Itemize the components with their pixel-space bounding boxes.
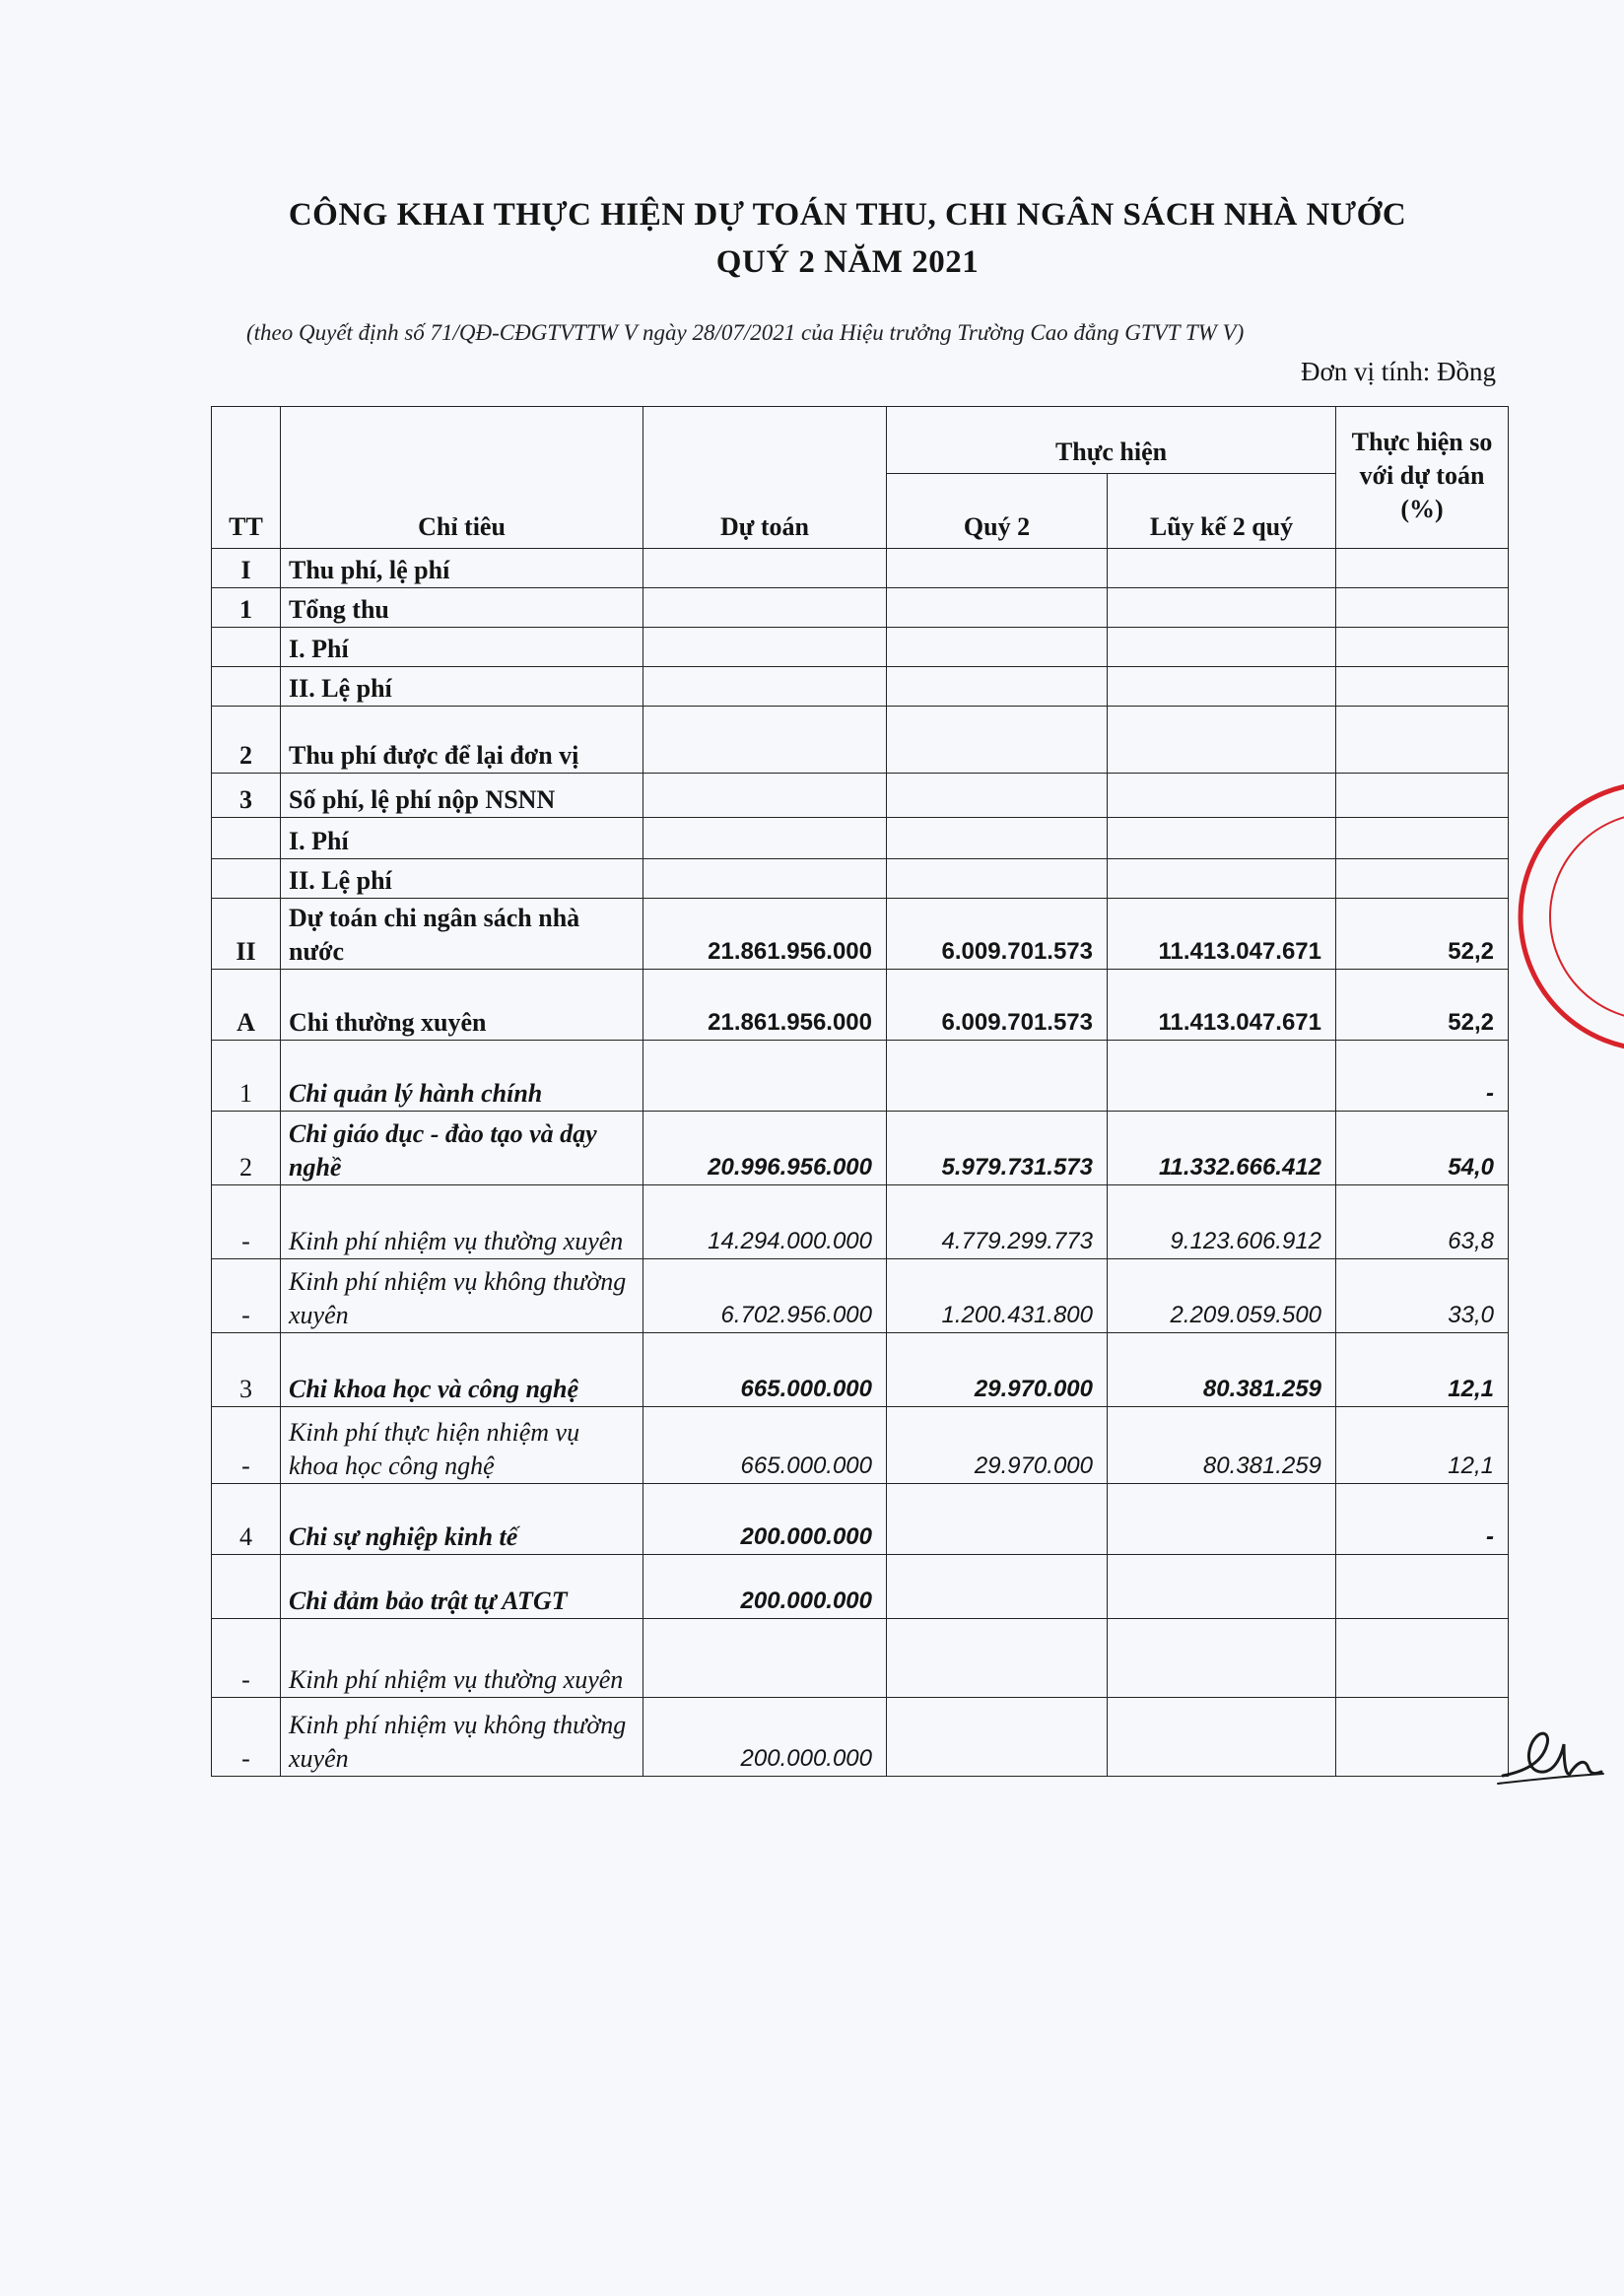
row-du-toan: 665.000.000 [643, 1407, 887, 1484]
table-row [212, 1185, 1509, 1259]
row-tt: 4 [212, 1484, 281, 1555]
row-label: Kinh phí nhiệm vụ thường xuyên [281, 1185, 643, 1259]
row-quy2 [887, 1484, 1108, 1555]
row-quy2 [887, 588, 1108, 628]
row-quy2 [887, 1619, 1108, 1698]
row-quy2: 4.779.299.773 [887, 1185, 1108, 1259]
row-tt: 3 [212, 1333, 281, 1407]
row-ty-le: 52,2 [1336, 970, 1509, 1041]
row-du-toan [643, 818, 887, 859]
row-luy-ke [1108, 818, 1336, 859]
row-quy2: 6.009.701.573 [887, 970, 1108, 1041]
row-luy-ke [1108, 774, 1336, 818]
row-label: Chi quản lý hành chính [281, 1041, 643, 1112]
table-row [212, 1333, 1509, 1407]
table-row [212, 1698, 1509, 1777]
row-label: Chi khoa học và công nghệ [281, 1333, 643, 1407]
row-label: I. Phí [281, 628, 643, 667]
row-luy-ke [1108, 707, 1336, 774]
table-row [212, 707, 1509, 774]
decision-reference: (theo Quyết định số 71/QĐ-CĐGTVTTW V ngày 28/07/2021 của Hiệu trưởng Trường Cao đẳng GTVT TW V) [246, 320, 1245, 345]
header-thuc-hien: Thực hiện [887, 407, 1336, 474]
row-tt: I [212, 549, 281, 588]
table-row [212, 899, 1509, 970]
row-label: Kinh phí nhiệm vụ không thường xuyên [281, 1259, 643, 1333]
budget-table [211, 406, 1509, 1777]
row-label: Kinh phí nhiệm vụ không thường xuyên [281, 1698, 643, 1777]
row-quy2 [887, 549, 1108, 588]
row-ty-le: 63,8 [1336, 1185, 1509, 1259]
row-quy2: 6.009.701.573 [887, 899, 1108, 970]
row-luy-ke [1108, 1484, 1336, 1555]
row-label: I. Phí [281, 818, 643, 859]
row-ty-le: 54,0 [1336, 1112, 1509, 1185]
row-label: Thu phí được để lại đơn vị [281, 707, 643, 774]
row-label: Dự toán chi ngân sách nhà nước [281, 899, 643, 970]
row-du-toan: 6.702.956.000 [643, 1259, 887, 1333]
row-quy2 [887, 707, 1108, 774]
row-tt: 2 [212, 1112, 281, 1185]
row-du-toan [643, 549, 887, 588]
table-row [212, 774, 1509, 818]
table-row [212, 1112, 1509, 1185]
unit-label: Đơn vị tính: Đồng [1300, 357, 1496, 386]
table-body [212, 549, 1509, 1777]
row-tt: - [212, 1407, 281, 1484]
row-ty-le [1336, 588, 1509, 628]
row-luy-ke: 9.123.606.912 [1108, 1185, 1336, 1259]
row-tt [212, 1555, 281, 1619]
row-label: Chi giáo dục - đào tạo và dạy nghề [281, 1112, 643, 1185]
header-du-toan: Dự toán [643, 407, 887, 549]
table-row [212, 667, 1509, 707]
header-chi-tieu: Chỉ tiêu [281, 407, 643, 549]
row-luy-ke: 11.413.047.671 [1108, 899, 1336, 970]
row-tt: 3 [212, 774, 281, 818]
row-du-toan: 14.294.000.000 [643, 1185, 887, 1259]
row-luy-ke [1108, 588, 1336, 628]
row-du-toan: 200.000.000 [643, 1698, 887, 1777]
table-row [212, 970, 1509, 1041]
row-ty-le: 12,1 [1336, 1407, 1509, 1484]
row-luy-ke [1108, 859, 1336, 899]
official-seal-icon [1506, 774, 1624, 1059]
row-ty-le [1336, 818, 1509, 859]
row-quy2 [887, 1555, 1108, 1619]
row-ty-le [1336, 667, 1509, 707]
row-quy2: 29.970.000 [887, 1407, 1108, 1484]
signature-icon [1493, 1715, 1611, 1793]
row-label: Thu phí, lệ phí [281, 549, 643, 588]
row-tt: - [212, 1619, 281, 1698]
row-du-toan [643, 667, 887, 707]
table-row [212, 1407, 1509, 1484]
row-luy-ke [1108, 667, 1336, 707]
row-luy-ke: 80.381.259 [1108, 1333, 1336, 1407]
row-du-toan [643, 774, 887, 818]
row-luy-ke: 2.209.059.500 [1108, 1259, 1336, 1333]
header-tt: TT [212, 407, 281, 549]
row-label: Chi thường xuyên [281, 970, 643, 1041]
row-tt [212, 667, 281, 707]
row-label: II. Lệ phí [281, 667, 643, 707]
table-row [212, 628, 1509, 667]
row-ty-le: 33,0 [1336, 1259, 1509, 1333]
row-luy-ke [1108, 628, 1336, 667]
table-row [212, 549, 1509, 588]
row-du-toan: 200.000.000 [643, 1484, 887, 1555]
row-ty-le: - [1336, 1484, 1509, 1555]
row-quy2: 5.979.731.573 [887, 1112, 1108, 1185]
row-tt: - [212, 1698, 281, 1777]
row-du-toan: 665.000.000 [643, 1333, 887, 1407]
row-quy2 [887, 859, 1108, 899]
row-label: Tổng thu [281, 588, 643, 628]
row-du-toan [643, 707, 887, 774]
row-quy2 [887, 1698, 1108, 1777]
table-row [212, 1619, 1509, 1698]
row-tt: 2 [212, 707, 281, 774]
row-du-toan: 20.996.956.000 [643, 1112, 887, 1185]
table-row [212, 588, 1509, 628]
row-ty-le: 52,2 [1336, 899, 1509, 970]
table-row [212, 1484, 1509, 1555]
row-ty-le: 12,1 [1336, 1333, 1509, 1407]
row-tt: 1 [212, 1041, 281, 1112]
row-du-toan: 21.861.956.000 [643, 899, 887, 970]
row-quy2: 1.200.431.800 [887, 1259, 1108, 1333]
row-tt: A [212, 970, 281, 1041]
table-row [212, 1041, 1509, 1112]
document-subtitle-period: QUÝ 2 NĂM 2021 [715, 244, 980, 280]
row-quy2 [887, 774, 1108, 818]
row-luy-ke [1108, 1619, 1336, 1698]
row-luy-ke [1108, 1041, 1336, 1112]
row-ty-le [1336, 628, 1509, 667]
row-du-toan [643, 628, 887, 667]
header-luy-ke: Lũy kế 2 quý [1108, 474, 1336, 549]
row-ty-le [1336, 1698, 1509, 1777]
row-tt [212, 818, 281, 859]
row-tt: - [212, 1259, 281, 1333]
row-tt: - [212, 1185, 281, 1259]
row-ty-le [1336, 1555, 1509, 1619]
row-label: Kinh phí thực hiện nhiệm vụ khoa học công nghệ [281, 1407, 643, 1484]
table-row [212, 859, 1509, 899]
row-du-toan [643, 1619, 887, 1698]
row-label: Kinh phí nhiệm vụ thường xuyên [281, 1619, 643, 1698]
row-luy-ke: 11.332.666.412 [1108, 1112, 1336, 1185]
row-du-toan: 21.861.956.000 [643, 970, 887, 1041]
row-luy-ke: 11.413.047.671 [1108, 970, 1336, 1041]
row-label: Chi sự nghiệp kinh tế [281, 1484, 643, 1555]
row-quy2 [887, 628, 1108, 667]
row-ty-le [1336, 549, 1509, 588]
row-luy-ke [1108, 549, 1336, 588]
row-tt [212, 859, 281, 899]
row-du-toan: 200.000.000 [643, 1555, 887, 1619]
row-ty-le [1336, 1619, 1509, 1698]
row-label: II. Lệ phí [281, 859, 643, 899]
row-quy2 [887, 1041, 1108, 1112]
row-label: Số phí, lệ phí nộp NSNN [281, 774, 643, 818]
row-du-toan [643, 859, 887, 899]
row-quy2: 29.970.000 [887, 1333, 1108, 1407]
table-row [212, 1259, 1509, 1333]
row-du-toan [643, 1041, 887, 1112]
row-du-toan [643, 588, 887, 628]
row-quy2 [887, 818, 1108, 859]
header-ty-le: Thực hiện so với dự toán (%) [1336, 407, 1509, 549]
table-row [212, 1555, 1509, 1619]
document-title: CÔNG KHAI THỰC HIỆN DỰ TOÁN THU, CHI NGÂN SÁCH NHÀ NƯỚC [288, 197, 1407, 233]
table-row [212, 818, 1509, 859]
row-ty-le [1336, 859, 1509, 899]
row-luy-ke [1108, 1555, 1336, 1619]
row-luy-ke: 80.381.259 [1108, 1407, 1336, 1484]
row-label: Chi đảm bảo trật tự ATGT [281, 1555, 643, 1619]
row-quy2 [887, 667, 1108, 707]
row-tt: II [212, 899, 281, 970]
row-tt: 1 [212, 588, 281, 628]
row-ty-le [1336, 774, 1509, 818]
row-ty-le [1336, 707, 1509, 774]
header-quy2: Quý 2 [887, 474, 1108, 549]
row-ty-le: - [1336, 1041, 1509, 1112]
row-luy-ke [1108, 1698, 1336, 1777]
row-tt [212, 628, 281, 667]
